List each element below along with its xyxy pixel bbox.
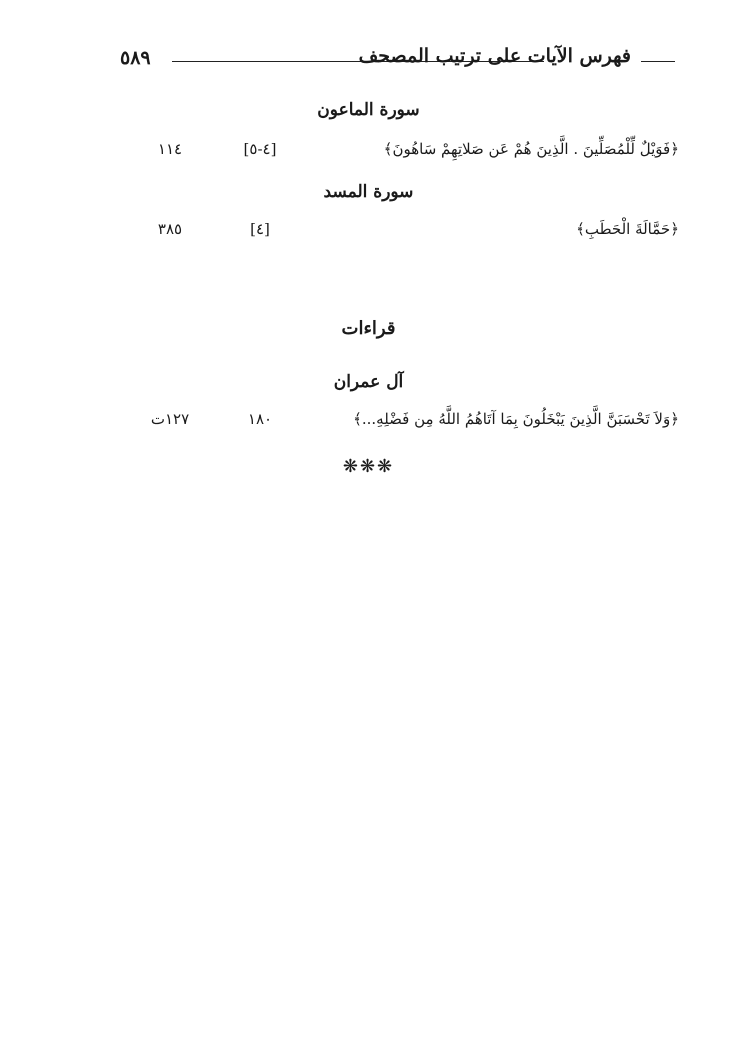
index-entry: [0, 220, 737, 244]
section-divider: ❋❋❋: [342, 456, 395, 477]
section-heading: قراءات: [341, 318, 396, 339]
running-title: فهرس الآيات على ترتيب المصحف: [358, 45, 631, 67]
verse-text: ﴿فَوَيْلٌ لِّلْمُصَلِّينَ . الَّذِينَ هُمْ عَن صَلاتِهِمْ سَاهُونَ﴾: [383, 140, 679, 158]
page-reference: ١٢٧ت: [150, 410, 190, 428]
surah-heading: سورة المسد: [323, 182, 414, 202]
verse-text: ﴿حَمَّالَةَ الْحَطَبِ﴾: [576, 220, 679, 238]
surah-heading: آل عمران: [333, 372, 404, 392]
verse-number: [٤]: [250, 220, 270, 238]
page-number: ٥٨٩: [120, 47, 151, 69]
page-reference: ١١٤: [157, 140, 183, 158]
index-entry: [0, 140, 737, 164]
header-rule: [641, 61, 675, 62]
index-entry: [0, 410, 737, 434]
verse-text: ﴿وَلاَ تَحْسَبَنَّ الَّذِينَ يَبْخَلُونَ بِمَا آتَاهُمُ اللَّهُ مِن فَضْلِهِ...﴾: [353, 410, 679, 428]
page-header: [120, 45, 675, 77]
surah-heading: سورة الماعون: [317, 100, 420, 120]
verse-number: [٤-٥]: [243, 140, 277, 158]
verse-number: ١٨٠: [247, 410, 273, 428]
page-reference: ٣٨٥: [157, 220, 183, 238]
